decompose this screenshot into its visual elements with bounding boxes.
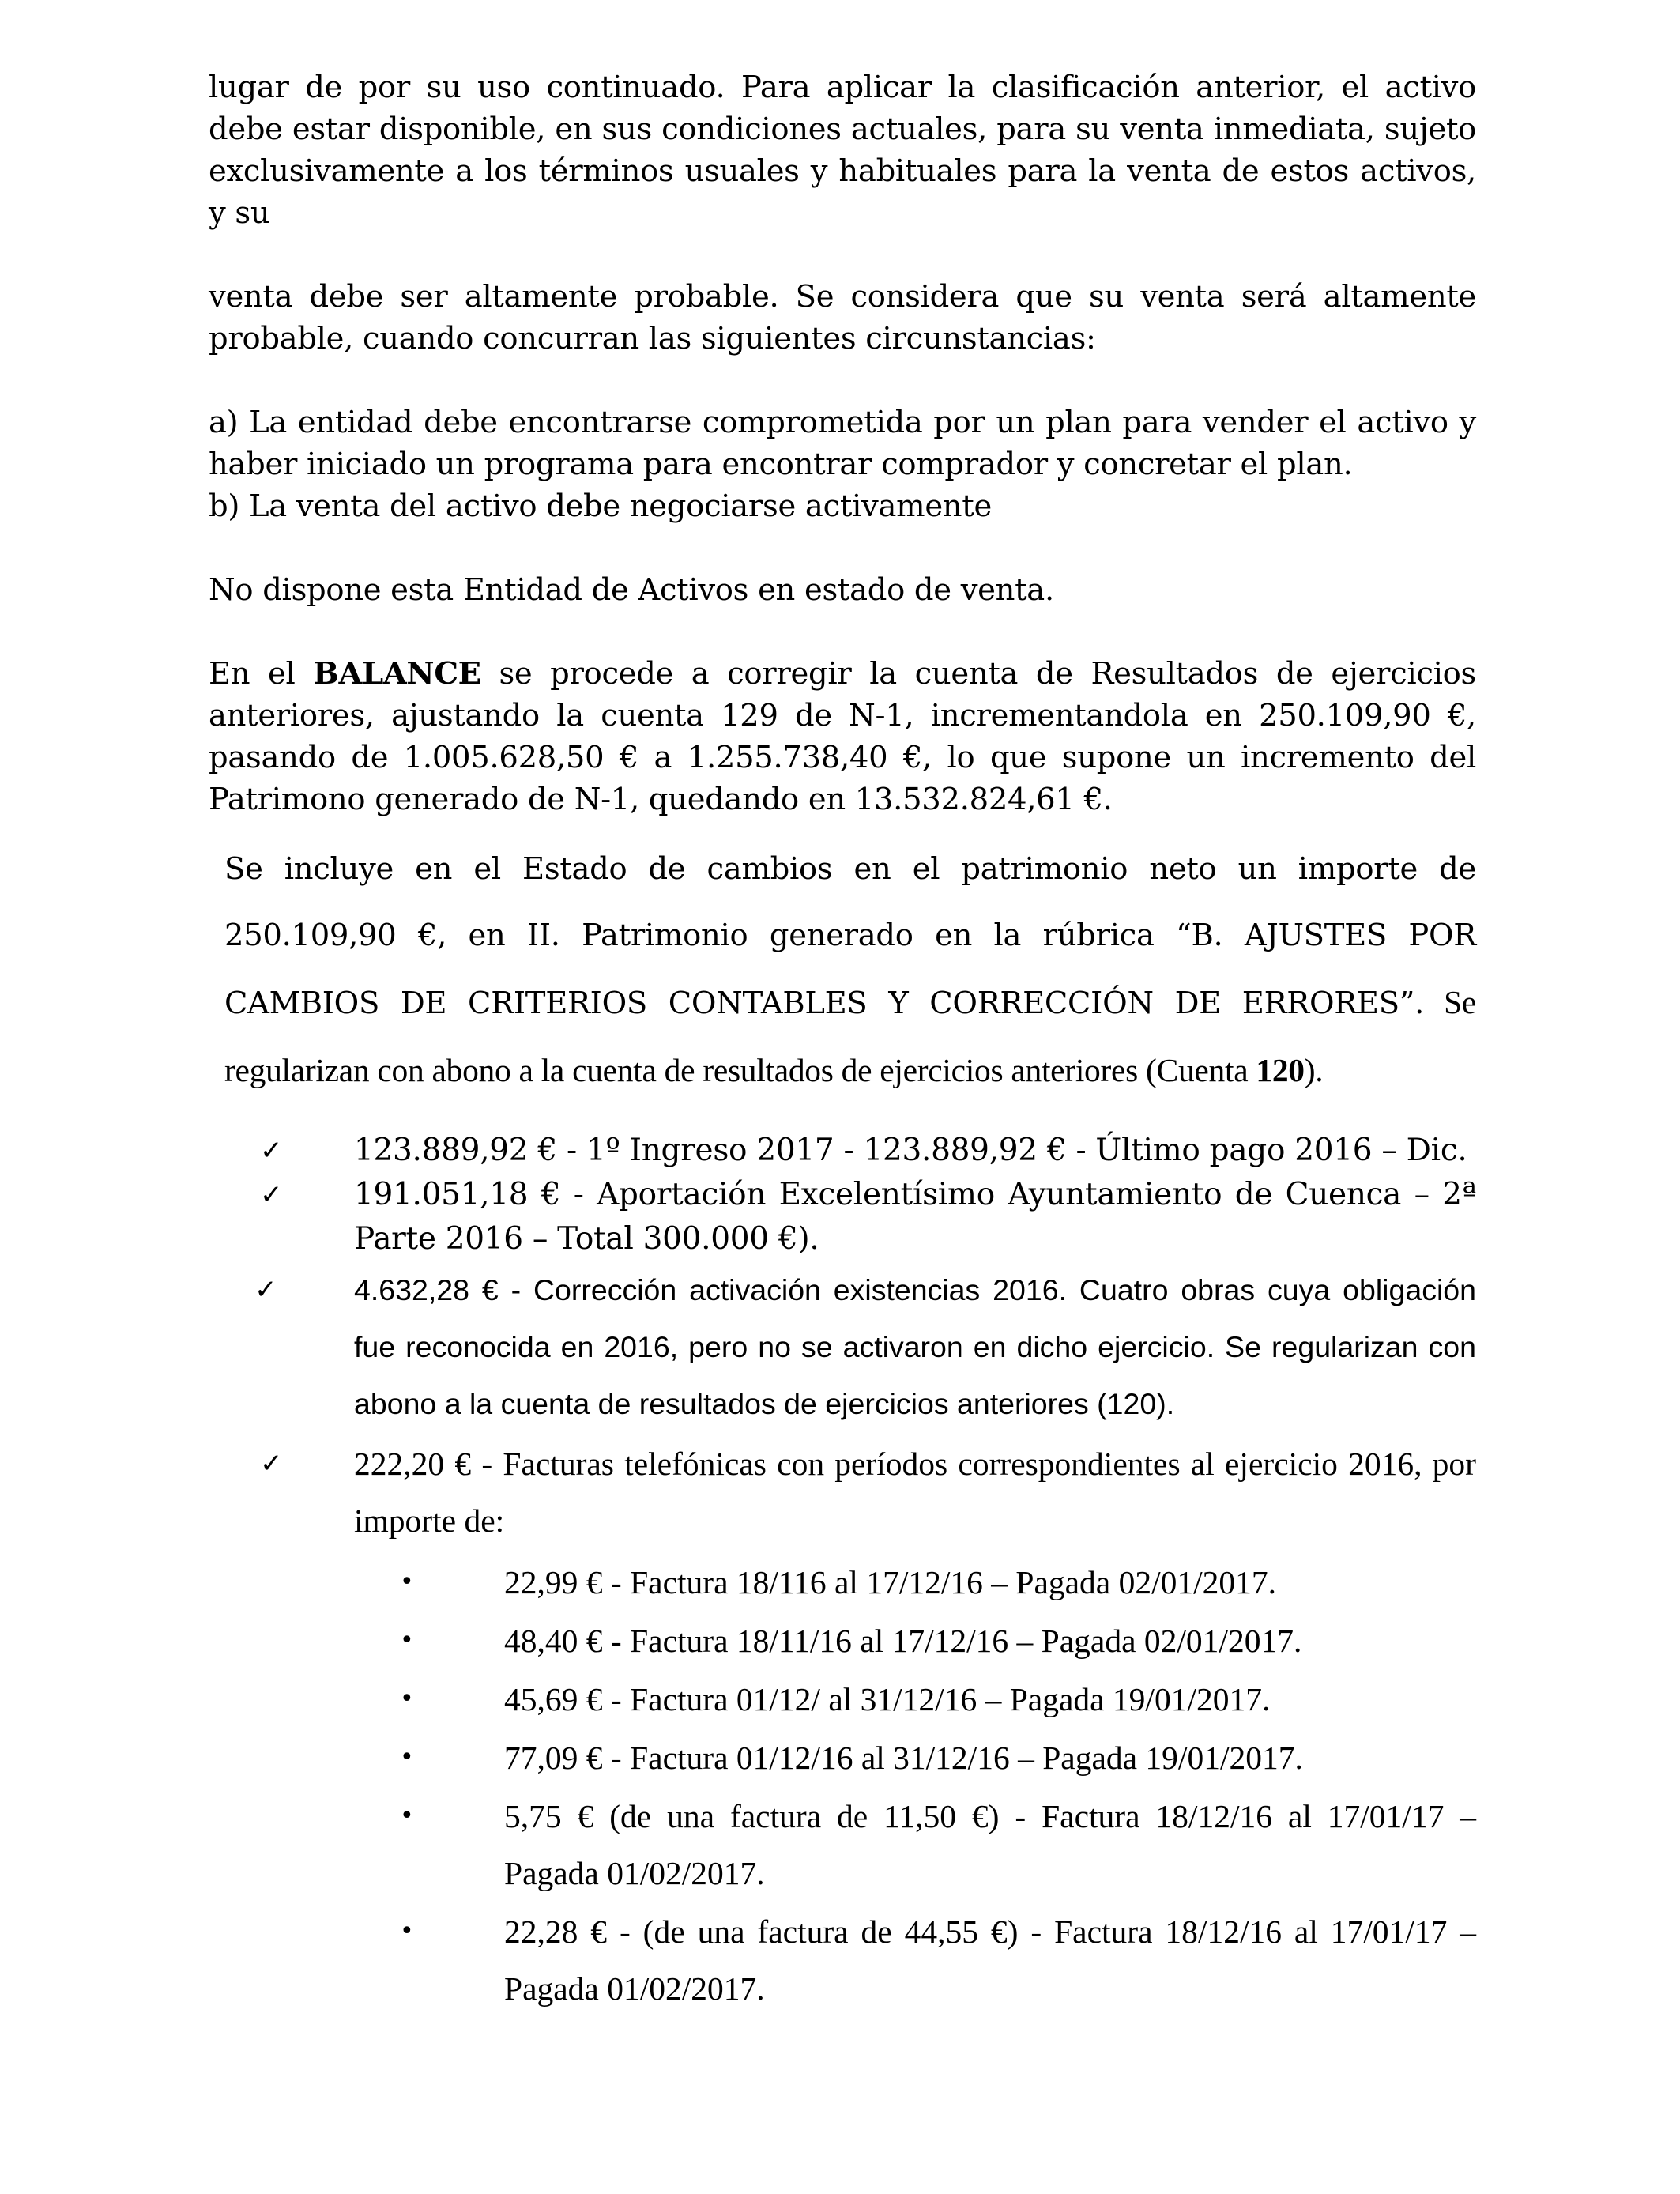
paragraph-intro-2: venta debe ser altamente probable. Se considera que su venta será altamente probable, cuando concurran las siguientes circunstancias:	[209, 279, 1476, 356]
check-item	[209, 1129, 1476, 1173]
bullet-icon: •	[400, 1568, 414, 1596]
check-icon: ✓	[260, 1179, 283, 1211]
balance-bold: BALANCE	[313, 656, 481, 692]
bullet-icon: •	[400, 1685, 414, 1713]
bullet-icon: •	[400, 1917, 414, 1945]
bullet-item	[209, 1729, 1476, 1786]
paragraph-balance	[209, 653, 1476, 820]
bullet-list	[209, 1554, 1476, 2017]
estado-text-a: Se incluye en el Estado de cambios en el patrimonio neto un importe de 250.109,90 €, en II. Patrimonio generado en la rúbrica “B. AJUSTES POR CAMBIOS DE CRITERIOS CONTABLES Y CORRECCIÓN DE ERRORES”.	[224, 851, 1476, 1021]
estado-text-c: ).	[1304, 1052, 1324, 1088]
bullet-item	[209, 1671, 1476, 1728]
document-page	[209, 66, 1476, 2017]
condition-a: a) La entidad debe encontrarse comprometida por un plan para vender el activo y haber iniciado un programa para encontrar comprador y concretar el plan.	[209, 405, 1476, 482]
bullet-item-text: 5,75 € (de una factura de 11,50 €) - Factura 18/12/16 al 17/01/17 – Pagada 01/02/2017.	[504, 1798, 1476, 1891]
bullet-item-text: 77,09 € - Factura 01/12/16 al 31/12/16 – Pagada 19/01/2017.	[504, 1740, 1303, 1776]
check-icon: ✓	[254, 1274, 277, 1306]
bullet-icon: •	[400, 1802, 414, 1830]
bullet-icon: •	[400, 1744, 414, 1771]
check-item-text: 4.632,28 € - Corrección activación existencias 2016. Cuatro obras cuya obligación fue reconocida en 2016, pero no se activaron en dicho ejercicio. Se regularizan con abono a la cuenta de resultados de ejercicios anteriores (120).	[354, 1273, 1476, 1420]
check-icon: ✓	[260, 1448, 283, 1480]
paragraph-no-dispone: No dispone esta Entidad de Activos en estado de venta.	[209, 572, 1054, 608]
balance-post: se procede a corregir la cuenta de Resultados de ejercicios anteriores, ajustando la cuenta 129 de N-1, incrementandola en 250.109,90 €, pasando de 1.005.628,50 € a 1.255.738,40 €, lo que supone un incremento del Patrimono generado de N-1, quedando en 13.532.824,61 €.	[209, 656, 1476, 817]
bullet-item-text: 48,40 € - Factura 18/11/16 al 17/12/16 – Pagada 02/01/2017.	[504, 1623, 1302, 1659]
bullet-item-text: 22,28 € - (de una factura de 44,55 €) - Factura 18/12/16 al 17/01/17 – Pagada 01/02/2017.	[504, 1913, 1476, 2007]
bullet-item	[209, 1903, 1476, 2017]
check-item-text: 191.051,18 € - Aportación Excelentísimo Ayuntamiento de Cuenca – 2ª Parte 2016 – Total 300.000 €).	[354, 1177, 1476, 1257]
bullet-item	[209, 1612, 1476, 1669]
condition-b: b) La venta del activo debe negociarse activamente	[209, 488, 992, 524]
check-list	[209, 1129, 1476, 1549]
check-icon: ✓	[260, 1135, 283, 1167]
bullet-item	[209, 1788, 1476, 1902]
check-item-text: 123.889,92 € - 1º Ingreso 2017 - 123.889,92 € - Último pago 2016 – Dic.	[354, 1133, 1467, 1168]
check-item-text: 222,20 € - Facturas telefónicas con períodos correspondientes al ejercicio 2016, por importe de:	[354, 1446, 1476, 1539]
paragraph-intro-1: lugar de por su uso continuado. Para aplicar la clasificación anterior, el activo debe estar disponible, en sus condiciones actuales, para su venta inmediata, sujeto exclusivamente a los términos usuales y habituales para la venta de estos activos, y su	[209, 70, 1476, 231]
estado-text-b: Se regularizan con abono a la cuenta de resultados de ejercicios anteriores (Cuenta	[224, 984, 1476, 1088]
bullet-item-text: 22,99 € - Factura 18/116 al 17/12/16 – Pagada 02/01/2017.	[504, 1564, 1277, 1600]
check-item	[209, 1261, 1476, 1432]
bullet-icon: •	[400, 1627, 414, 1654]
bullet-item-text: 45,69 € - Factura 01/12/ al 31/12/16 – Pagada 19/01/2017.	[504, 1681, 1271, 1717]
bullet-item	[209, 1554, 1476, 1611]
check-item	[209, 1173, 1476, 1261]
check-item	[209, 1435, 1476, 1549]
paragraph-estado-cambios	[209, 836, 1476, 1105]
balance-pre: En el	[209, 656, 314, 692]
estado-bold: 120	[1256, 1052, 1305, 1088]
